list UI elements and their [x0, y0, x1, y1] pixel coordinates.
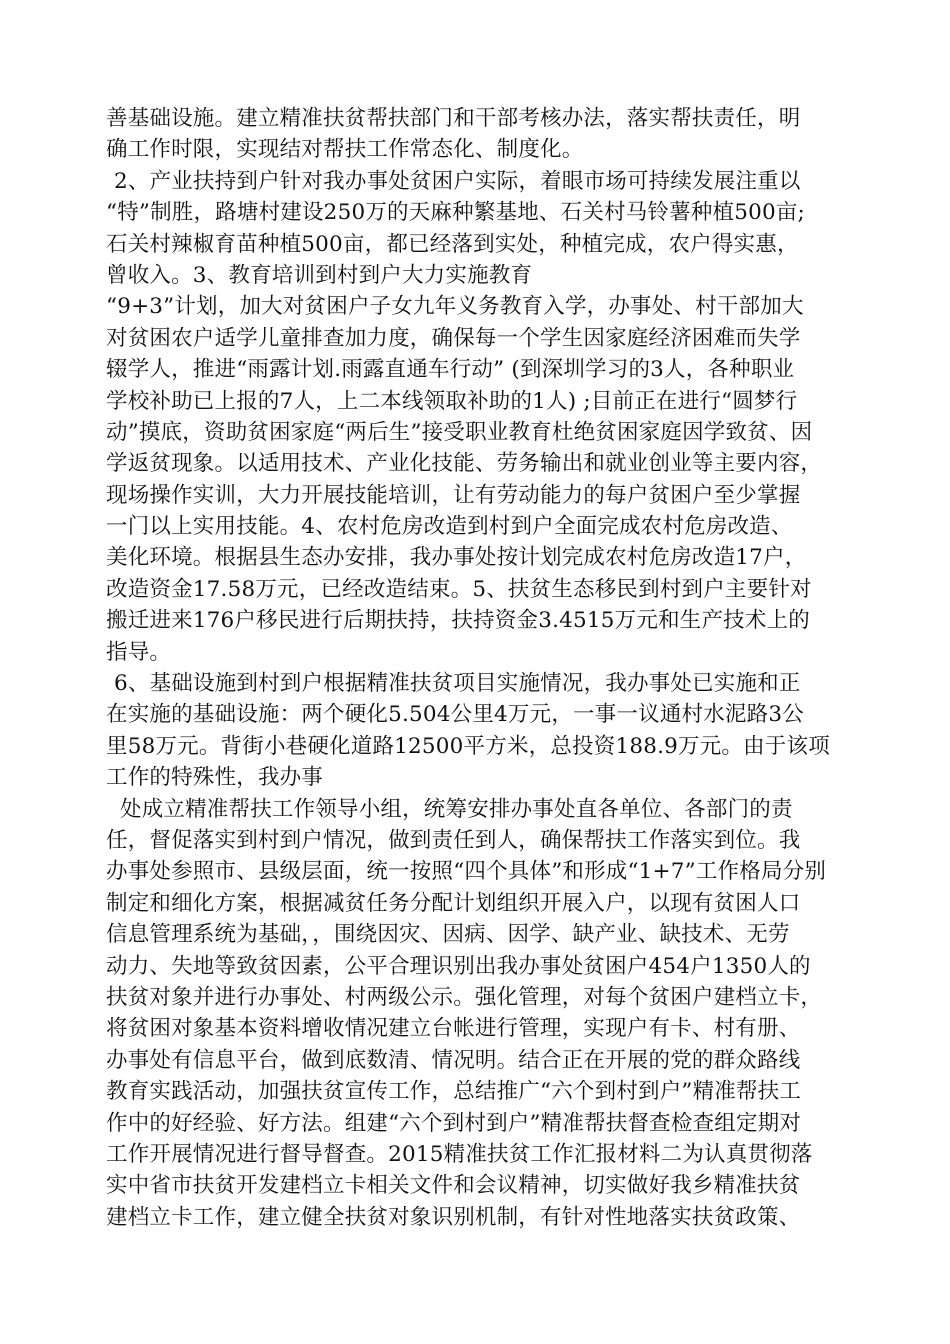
text-line: 2、产业扶持到户针对我办事处贫困户实际，着眼市场可持续发展注重以: [114, 168, 801, 194]
text-line: 处成立精准帮扶工作领导小组，统筹安排办事处直各单位、各部门的责: [120, 796, 793, 822]
text-line: 教育实践活动，加强扶贫宣传工作，总结推广“六个到村到户”精准帮扶工: [106, 1079, 802, 1105]
text-line: 指导。: [106, 639, 172, 665]
text-line: 现场操作实训，大力开展技能培训，让有劳动能力的每户贫困户至少掌握: [106, 482, 801, 508]
text-line: 在实施的基础设施：两个硬化5.504公里4万元，一事一议通村水泥路3公: [106, 702, 804, 728]
text-line: 辍学人，推进“雨露计划.雨露直通车行动” (到深圳学习的3人，各种职业: [106, 357, 795, 383]
text-line: “特”制胜，路塘村建设250万的天麻种繁基地、石关村马铃薯种植500亩;: [106, 200, 806, 226]
text-line: 曾收入。3、教育培训到村到户大力实施教育: [106, 262, 533, 288]
body-text: [106, 103, 866, 1233]
text-line: 对贫困农户适学儿童排查加力度，确保每一个学生因家庭经济困难而失学: [106, 325, 801, 351]
text-line: 建档立卡工作，建立健全扶贫对象识别机制，有针对性地落实扶贫政策、: [106, 1204, 801, 1230]
text-line: 工作开展情况进行督导督查。2015精准扶贫工作汇报材料二为认真贯彻落: [106, 1141, 813, 1167]
text-line: 一门以上实用技能。4、农村危房改造到村到户全面完成农村危房改造、: [106, 514, 793, 540]
text-line: 实中省市扶贫开发建档立卡相关文件和会议精神，切实做好我乡精准扶贫: [106, 1173, 801, 1199]
text-line: 办事处有信息平台，做到底数清、情况明。结合正在开展的党的群众路线: [106, 1047, 801, 1073]
text-line: 动力、失地等致贫因素，公平合理识别出我办事处贫困户454户1350人的: [106, 953, 811, 979]
text-line: 扶贫对象并进行办事处、村两级公示。强化管理，对每个贫困户建档立卡，: [106, 984, 823, 1010]
text-line: 善基础设施。建立精准扶贫帮扶部门和干部考核办法，落实帮扶责任，明: [106, 106, 801, 131]
text-line: 石关村辣椒育苗种植500亩，都已经落到实处，种植完成，农户得实惠，: [106, 231, 799, 257]
text-line: 学校补助已上报的7人，上二本线领取补助的1人) ;目前正在进行“圆梦行: [106, 388, 798, 414]
text-line: 搬迁进来176户移民进行后期扶持，扶持资金3.4515万元和生产技术上的: [106, 608, 810, 634]
text-line: 里58万元。背街小巷硬化道路12500平方米，总投资188.9万元。由于该项: [106, 733, 830, 759]
text-line: 动”摸底，资助贫困家庭“两后生”接受职业教育杜绝贫困家庭因学致贫、因: [106, 419, 813, 445]
text-line: 工作的特殊性，我办事: [106, 765, 324, 791]
text-line: 作中的好经验、好方法。组建“六个到村到户”精准帮扶督查检查组定期对: [106, 1110, 802, 1136]
text-line: 6、基础设施到村到户根据精准扶贫项目实施情况，我办事处已实施和正: [114, 671, 801, 697]
text-line: 学返贫现象。以适用技术、产业化技能、劳务输出和就业创业等主要内容，: [106, 451, 823, 477]
text-line: 美化环境。根据县生态办安排，我办事处按计划完成农村危房改造17户，: [106, 545, 807, 571]
text-line: 制定和细化方案，根据减贫任务分配计划组织开展入户，以现有贫困人口: [106, 890, 801, 916]
text-line: 信息管理系统为基础，，围绕因灾、因病、因学、缺产业、缺技术、无劳: [106, 922, 790, 948]
text-line: 办事处参照市、县级层面，统一按照“四个具体”和形成“1+7”工作格局分别: [106, 859, 827, 885]
text-line: 将贫困对象基本资料增收情况建立台帐进行管理，实现户有卡、村有册、: [106, 1016, 801, 1042]
text-line: 确工作时限，实现结对帮扶工作常态化、制度化。: [106, 137, 584, 163]
text-line: 改造资金17.58万元，已经改造结束。5、扶贫生态移民到村到户主要针对: [106, 576, 812, 602]
text-line: 任，督促落实到村到户情况，做到责任到人，确保帮扶工作落实到位。我: [106, 827, 801, 853]
text-line: “9+3”计划，加大对贫困户子女九年义务教育入学，办事处、村干部加大: [106, 294, 804, 320]
